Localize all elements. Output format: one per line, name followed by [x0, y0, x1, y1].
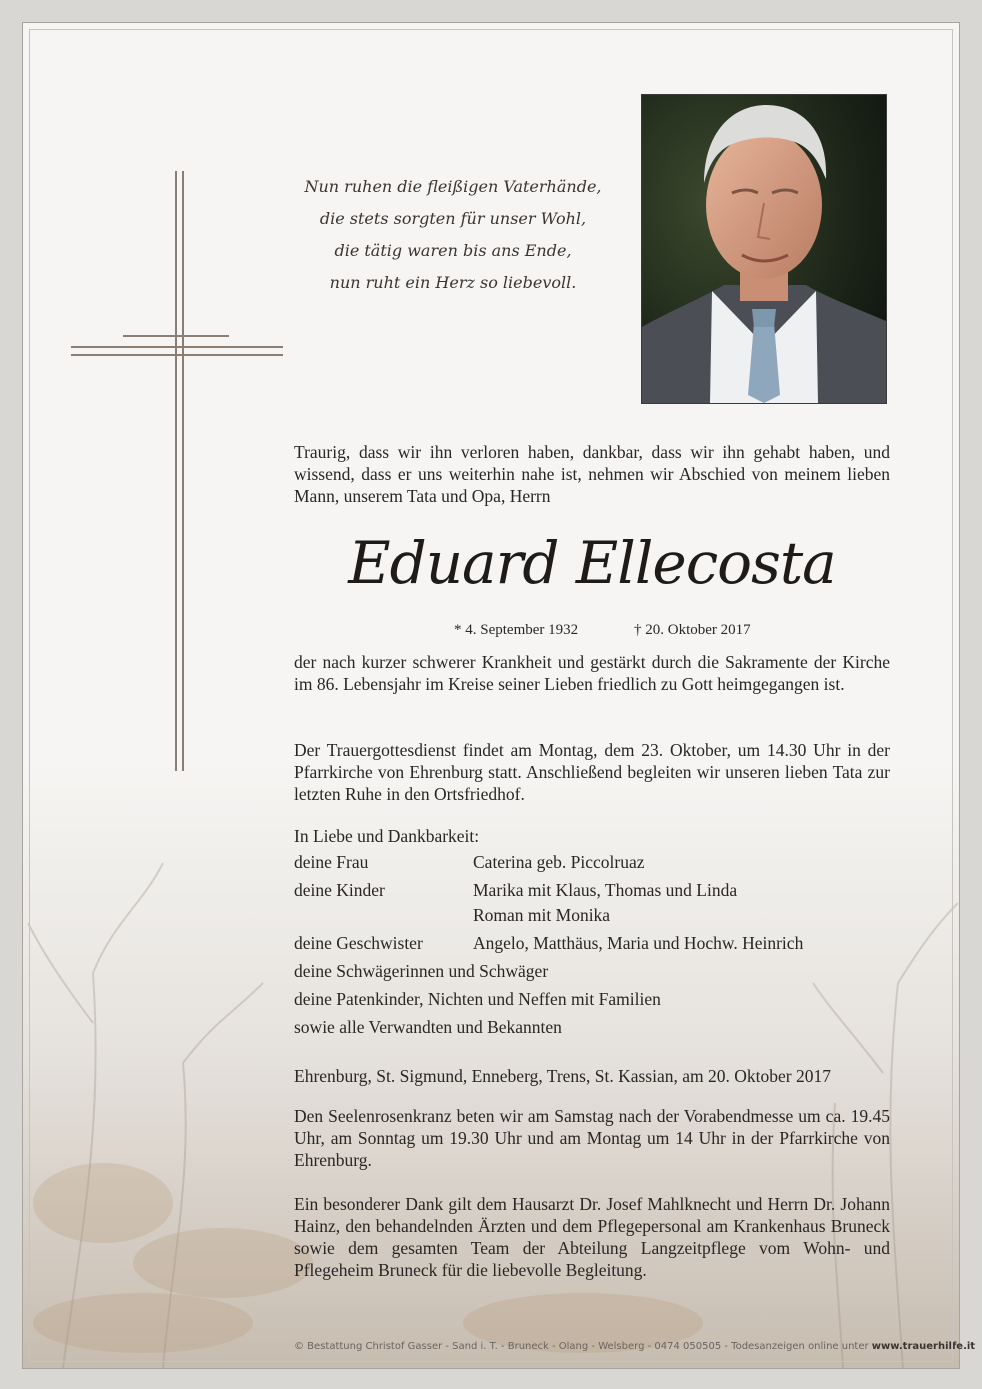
mourner-names: Roman mit Monika: [473, 905, 611, 925]
list-item: [294, 851, 894, 879]
signoff-heading: In Liebe und Dankbarkeit:: [294, 826, 480, 846]
funeral-service-text: Der Trauergottesdienst findet am Montag, dem 23. Oktober, um 14.30 Uhr in der Pfarrkirche von Ehrenburg statt. Anschließend begleiten wir unseren lieben Tata zur letzten Ruhe in den Ortsfriedhof.: [294, 740, 890, 804]
thanks-text: Ein besonderer Dank gilt dem Hausarzt Dr. Josef Mahlknecht und Herrn Dr. Johann Hainz, den behandelnden Ärzten und dem Pflegepersonal am Krankenhaus Bruneck sowie dem gesamten Team der Abteilung Langzeitpflege vom Wohn- und Pflegeheim Bruneck für die liebevolle Begleitung.: [294, 1194, 890, 1280]
mourner-relation: sowie alle Verwandten und Bekannten: [294, 1017, 562, 1037]
poem-line: Nun ruhen die fleißigen Vaterhände,: [304, 177, 602, 196]
website-link[interactable]: www.trauerhilfe.it: [871, 1341, 976, 1352]
list-item: [294, 1016, 894, 1044]
passing-text: der nach kurzer schwerer Krankheit und gestärkt durch die Sakramente der Kirche im 86. Lebensjahr im Kreise seiner Lieben friedlich zu Gott heimgegangen ist.: [294, 652, 890, 694]
rosary-text: Den Seelenrosenkranz beten wir am Samstag nach der Vorabendmesse um ca. 19.45 Uhr, am Sonntag um 19.30 Uhr und am Montag um 14 Uhr in der Pfarrkirche von Ehrenburg.: [294, 1106, 890, 1170]
obituary-sheet: [22, 22, 976, 1369]
credit-text: © Bestattung Christof Gasser - Sand i. T. - Bruneck - Olang - Welsberg - 0474 050505 - Todesanzeigen online unter: [294, 1341, 869, 1352]
mourner-relation: deine Kinder: [294, 880, 385, 900]
mourner-relation: deine Schwägerinnen und Schwäger: [294, 961, 549, 981]
mourner-names: Marika mit Klaus, Thomas und Linda: [473, 880, 738, 900]
mourner-relation: deine Geschwister: [294, 933, 423, 953]
mourner-relation: deine Frau: [294, 852, 369, 872]
poem-line: nun ruht ein Herz so liebevoll.: [329, 273, 577, 292]
deceased-name: Eduard Ellecosta: [348, 529, 836, 597]
memorial-poem: [293, 171, 613, 299]
mourners-list: [294, 851, 894, 1044]
latin-cross-icon: [71, 171, 283, 771]
list-item: [294, 988, 894, 1016]
mourner-names: Caterina geb. Piccolruaz: [473, 852, 645, 872]
mourner-relation: deine Patenkinder, Nichten und Neffen mit Familien: [294, 989, 661, 1009]
intro-text: Traurig, dass wir ihn verloren haben, dankbar, dass wir ihn gehabt haben, und wissend, dass er uns weiterhin nahe ist, nehmen wir Abschied von meinem lieben Mann, unserem Tata und Opa, Herrn: [294, 442, 890, 506]
list-item: [294, 960, 894, 988]
portrait-photo: [641, 94, 887, 404]
list-item: [294, 932, 894, 960]
poem-line: die tätig waren bis ans Ende,: [334, 241, 572, 260]
mourner-names: Angelo, Matthäus, Maria und Hochw. Heinrich: [473, 933, 804, 953]
birth-date: * 4. September 1932: [454, 622, 579, 638]
place-and-date: Ehrenburg, St. Sigmund, Enneberg, Trens, St. Kassian, am 20. Oktober 2017: [294, 1066, 831, 1086]
poem-line: die stets sorgten für unser Wohl,: [319, 209, 587, 228]
list-item: [294, 879, 894, 932]
funeral-home-credit: [294, 1341, 976, 1352]
death-date: † 20. Oktober 2017: [634, 622, 751, 638]
